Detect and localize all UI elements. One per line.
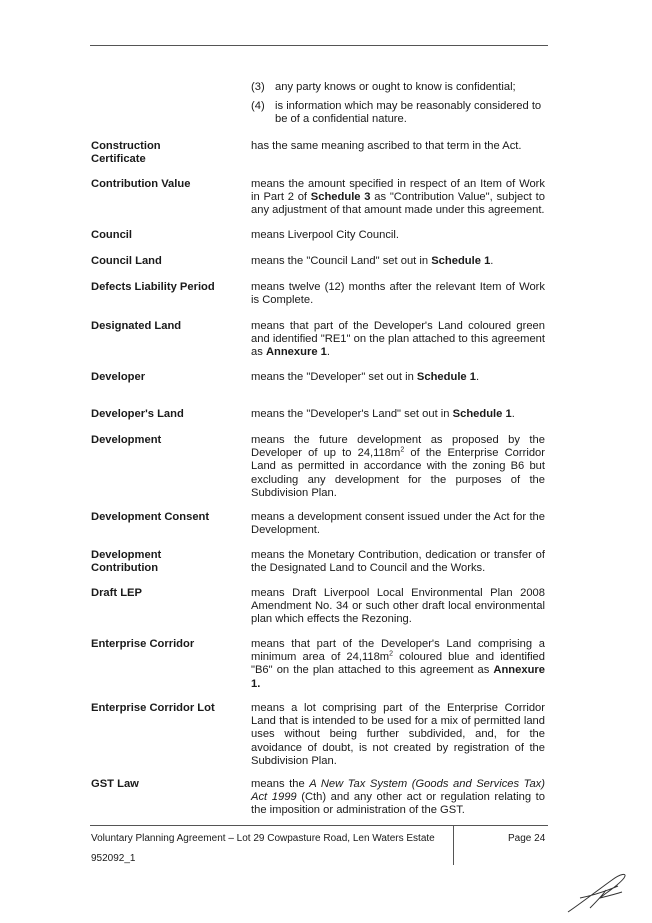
def-contribution-value: means the amount specified in respect of an Item of Work in Part 2 of Schedule 3 as "Contribution Value", subject to any adjustment of that amount made under this agreement. — [251, 178, 545, 217]
def-developer: means the "Developer" set out in Schedule 1. — [251, 371, 480, 383]
item-text: any party knows or ought to know is confidential; — [275, 81, 516, 93]
def-enterprise-corridor-lot: means a lot comprising part of the Enterprise Corridor Land that is intended to be used for a mix of permitted land uses without being further subdivided, and, for the avoidance of doubt, is not created by registration of the Subdivision Plan. — [251, 702, 545, 767]
term-development: Development — [91, 434, 162, 446]
def-development-contribution: means the Monetary Contribution, dedication or transfer of the Designated Land to Council and the Works. — [251, 549, 545, 575]
def-development: means the future development as proposed by the Developer of up to $24,118m^2$ of the Enterprise Corridor Land as permitted in accordance with the zoning B6 but excluding any development for the purposes of the Subdivision Plan. — [251, 434, 545, 499]
term-contribution-value: Contribution Value — [91, 178, 191, 190]
term-designated-land: Designated Land — [91, 320, 182, 332]
document-id: 952092_1 — [91, 853, 136, 864]
term-enterprise-corridor-lot: Enterprise Corridor Lot — [91, 702, 215, 714]
term-defects-liability-period: Defects Liability Period — [91, 281, 215, 293]
def-developers-land: means the "Developer's Land" set out in Schedule 1. — [251, 408, 515, 420]
def-enterprise-corridor: means that part of the Developer's Land comprising a minimum area of $24,118m^2$ coloured blue and identified "B6" on the plan attached to this agreement as Annexure 1. — [251, 638, 545, 690]
term-developers-land: Developer's Land — [91, 408, 184, 420]
def-defects-liability-period: means twelve (12) months after the relevant Item of Work is Complete. — [251, 281, 545, 307]
term-development-consent: Development Consent — [91, 511, 210, 523]
term-draft-lep: Draft LEP — [91, 587, 142, 599]
def-designated-land: means that part of the Developer's Land coloured green and identified "RE1" on the plan attached to this agreement as Annexure 1. — [251, 320, 545, 359]
term-council-land: Council Land — [91, 255, 162, 267]
footer-rule — [90, 825, 548, 826]
footer-divider — [453, 825, 454, 865]
footer-title: Voluntary Planning Agreement – Lot 29 Cowpasture Road, Len Waters Estate — [91, 833, 435, 844]
term-gst-law: GST Law — [91, 778, 139, 790]
header-rule — [90, 45, 548, 46]
def-council-land: means the "Council Land" set out in Schedule 1. — [251, 255, 494, 267]
item-number: (4) — [251, 100, 265, 112]
def-gst-law: means the A New Tax System (Goods and Services Tax) Act 1999 (Cth) and any other act or regulation relating to the imposition or administration of the GST. — [251, 778, 545, 817]
def-development-consent: means a development consent issued under the Act for the Development. — [251, 511, 545, 537]
def-council: means Liverpool City Council. — [251, 229, 399, 241]
item-number: (3) — [251, 81, 265, 93]
signature-icon — [560, 868, 640, 918]
def-draft-lep: means Draft Liverpool Local Environmental Plan 2008 Amendment No. 34 or such other draft local environmental plan which effects the Rezoning. — [251, 587, 545, 626]
term-enterprise-corridor: Enterprise Corridor — [91, 638, 195, 650]
term-developer: Developer — [91, 371, 146, 383]
item-text: is information which may be reasonably considered to be of a confidential nature. — [275, 100, 542, 126]
term-construction-certificate: Construction Certificate — [91, 140, 161, 166]
term-development-contribution: Development Contribution — [91, 549, 162, 575]
page-number: Page 24 — [508, 833, 546, 844]
def-construction-certificate: has the same meaning ascribed to that term in the Act. — [251, 140, 522, 152]
term-council: Council — [91, 229, 133, 241]
